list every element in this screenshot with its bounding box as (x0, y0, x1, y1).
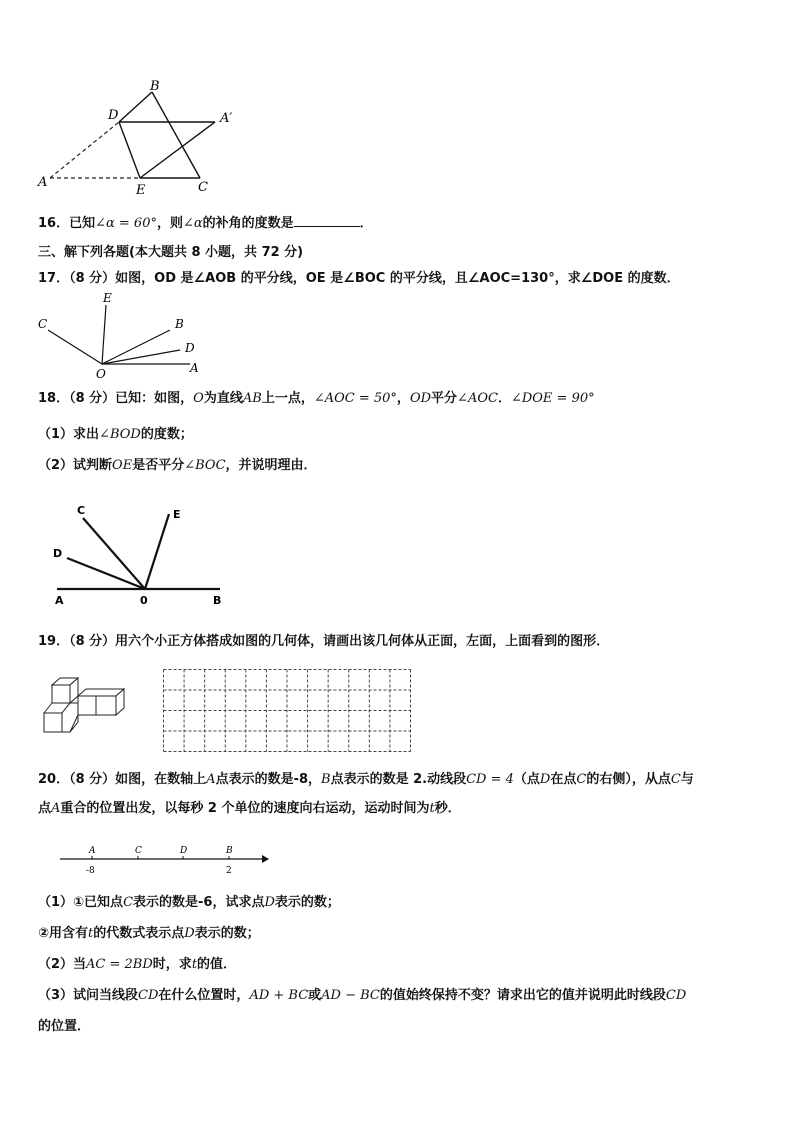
cube-top-front (52, 685, 70, 703)
parallelogram-figure (30, 74, 250, 199)
q20-s2-t1: ②用含有 (38, 926, 89, 941)
q20-t3: 点表示的数是 2.动线段 (330, 772, 467, 787)
q18-o: O (193, 391, 204, 406)
q20-s1-c: C (123, 895, 134, 910)
q20-t7: 与 (680, 772, 694, 787)
ray-oe (102, 305, 106, 364)
label-c: C (198, 180, 208, 195)
question-20-part-3 (38, 987, 686, 1005)
q18-text-6: ． (497, 391, 511, 406)
q20-s3-t2: 时，求 (152, 957, 192, 972)
q20-s4-t1: （3）试问当线段 (38, 988, 139, 1003)
q18-s2-boc: ∠BOC (184, 458, 226, 473)
q20-t9: 重合的位置出发，以每秒 2 个单位的速度向右运动，运动时间为 (60, 801, 430, 816)
label-c: C (135, 846, 142, 856)
q18-s2-mid: 是否平分 (132, 458, 185, 473)
ray-oc (83, 518, 145, 589)
question-16 (38, 214, 373, 233)
label-e: E (136, 183, 146, 198)
question-20-line-1 (38, 771, 694, 789)
q20-t10: 秒． (434, 801, 461, 816)
q18-expr-3: ∠DOE = 90° (510, 391, 595, 406)
q20-s2-t: t (88, 926, 94, 941)
q20-s4-cd2: CD (665, 988, 687, 1003)
q18-expr-1: ∠AOC = 50° (313, 391, 397, 406)
q18-ab: AB (242, 391, 262, 406)
segment-bc (152, 92, 200, 178)
label-b: B (226, 846, 233, 856)
q18-s1-pre: （1）求出 (38, 427, 100, 442)
q20-s2-d: D (184, 926, 195, 941)
q20-s4-cd: CD (138, 988, 159, 1003)
ray-od (102, 350, 180, 364)
q18-s2-pre: （2）试判断 (38, 458, 113, 473)
question-20-part-3-end: 的位置． (38, 1019, 91, 1034)
question-20-part-1a (38, 894, 340, 912)
q20-t6: 的右侧），从点 (586, 772, 671, 787)
angle-figure-17 (30, 290, 210, 380)
q20-t8: 点 (38, 801, 52, 816)
cube-mid-2 (96, 696, 116, 715)
dashed-line-ad (50, 122, 119, 178)
q20-s1-t1: （1）①已知点 (38, 895, 124, 910)
cube-mid-1 (78, 696, 96, 715)
q18-text-2: 为直线 (203, 391, 243, 406)
label-a-prime: A′ (220, 111, 233, 126)
q20-t: t (429, 801, 435, 816)
label-e: E (103, 291, 112, 305)
answer-grid[interactable] (163, 669, 411, 752)
q16-end: ． (359, 216, 373, 231)
q20-s1-d: D (264, 895, 275, 910)
ray-oc (48, 330, 102, 364)
cube-bottom-front (44, 713, 62, 732)
q18-text-5: 平分 (431, 391, 458, 406)
q18-s1-expr: ∠BOD (99, 427, 141, 442)
q18-s1-post: 的度数； (140, 427, 193, 442)
q20-s2-t3: 表示的数； (194, 926, 260, 941)
label-d: D (108, 108, 119, 123)
segment-a-prime-e (140, 122, 215, 178)
q20-t4: （点 (513, 772, 540, 787)
q18-s2-oe: OE (112, 458, 133, 473)
question-19: 19．（8 分）用六个小正方体搭成如图的几何体，请画出该几何体从正面，左面，上面看到的图形． (38, 634, 610, 649)
q20-s4-t4: 的值始终保持不变？请求出它的值并说明此时线段 (379, 988, 666, 1003)
label-o: O (96, 367, 106, 380)
q20-d: D (539, 772, 551, 787)
arrow-icon (262, 855, 269, 863)
q20-s4-expr-1: AD + BC (249, 988, 309, 1003)
q16-angle: ∠α (182, 216, 203, 231)
value-2: 2 (226, 866, 232, 876)
segment-de (119, 122, 140, 178)
q20-t5: 在点 (550, 772, 577, 787)
question-18-part-2 (38, 457, 317, 475)
q20-c2: C (670, 772, 681, 787)
angle-figure-18 (45, 500, 235, 610)
label-a: A (89, 846, 96, 856)
q20-t1: 20．（8 分）如图，在数轴上 (38, 772, 207, 787)
question-18 (38, 390, 595, 408)
q20-s3-expr: AC = 2BD (86, 957, 153, 972)
label-a: A (190, 361, 199, 375)
q18-s2-post: ，并说明理由． (225, 458, 317, 473)
q20-s4-t3: 或 (308, 988, 322, 1003)
cube-figure (40, 675, 125, 737)
ray-ob (102, 330, 170, 364)
label-d: D (185, 341, 195, 355)
question-20-part-1b (38, 925, 260, 943)
label-b: B (150, 79, 160, 94)
ray-od (67, 558, 145, 589)
question-17: 17．（8 分）如图，OD 是∠AOB 的平分线，OE 是∠BOC 的平分线，且∠AOC=130°，求∠DOE 的度数． (38, 271, 680, 286)
q20-a: A (206, 772, 216, 787)
question-20-part-2 (38, 956, 236, 974)
label-d: D (180, 846, 188, 856)
q20-s3-t3: 的值． (197, 957, 237, 972)
answer-blank[interactable] (294, 214, 360, 227)
section-3-title: 三、解下列各题(本大题共 8 小题，共 72 分) (38, 245, 304, 260)
q20-b: B (321, 772, 331, 787)
q20-s3-t1: （2）当 (38, 957, 87, 972)
q18-od: OD (409, 391, 432, 406)
q16-expr: ∠α = 60° (95, 216, 157, 231)
q20-cd: CD = 4 (466, 772, 514, 787)
label-a: A (38, 175, 48, 190)
q18-text-1: 18．（8 分）已知：如图， (38, 391, 194, 406)
q20-s4-t2: 在什么位置时， (158, 988, 250, 1003)
q20-a2: A (51, 801, 61, 816)
q16-mid: ，则 (156, 216, 183, 231)
label-b: B (175, 317, 184, 331)
label-c: C (77, 504, 86, 517)
label-d: D (53, 547, 63, 560)
q16-prefix: 16．已知 (38, 216, 96, 231)
label-o: 0 (140, 594, 148, 607)
q20-s1-t2: 表示的数是-6，试求点 (133, 895, 265, 910)
q20-c: C (576, 772, 587, 787)
label-e: E (173, 508, 181, 521)
value-minus-8: -8 (86, 866, 95, 876)
label-c: C (38, 317, 48, 331)
q20-s2-t2: 的代数式表示点 (93, 926, 185, 941)
q18-expr-2: ∠AOC (457, 391, 498, 406)
q18-text-3: 上一点， (261, 391, 314, 406)
number-line (55, 842, 270, 877)
ray-oe (145, 514, 169, 589)
segment-db (119, 92, 152, 122)
question-20-line-2 (38, 800, 461, 818)
label-a: A (55, 594, 64, 607)
q20-s1-t3: 表示的数； (274, 895, 340, 910)
q16-suffix: 的补角的度数是 (202, 216, 294, 231)
q20-t2: 点表示的数是-8， (215, 772, 322, 787)
q20-s4-expr-2: AD − BC (321, 988, 380, 1003)
question-18-part-1 (38, 426, 193, 444)
q20-s3-t: t (191, 957, 198, 972)
label-b: B (213, 594, 222, 607)
q18-text-4: ， (396, 391, 410, 406)
